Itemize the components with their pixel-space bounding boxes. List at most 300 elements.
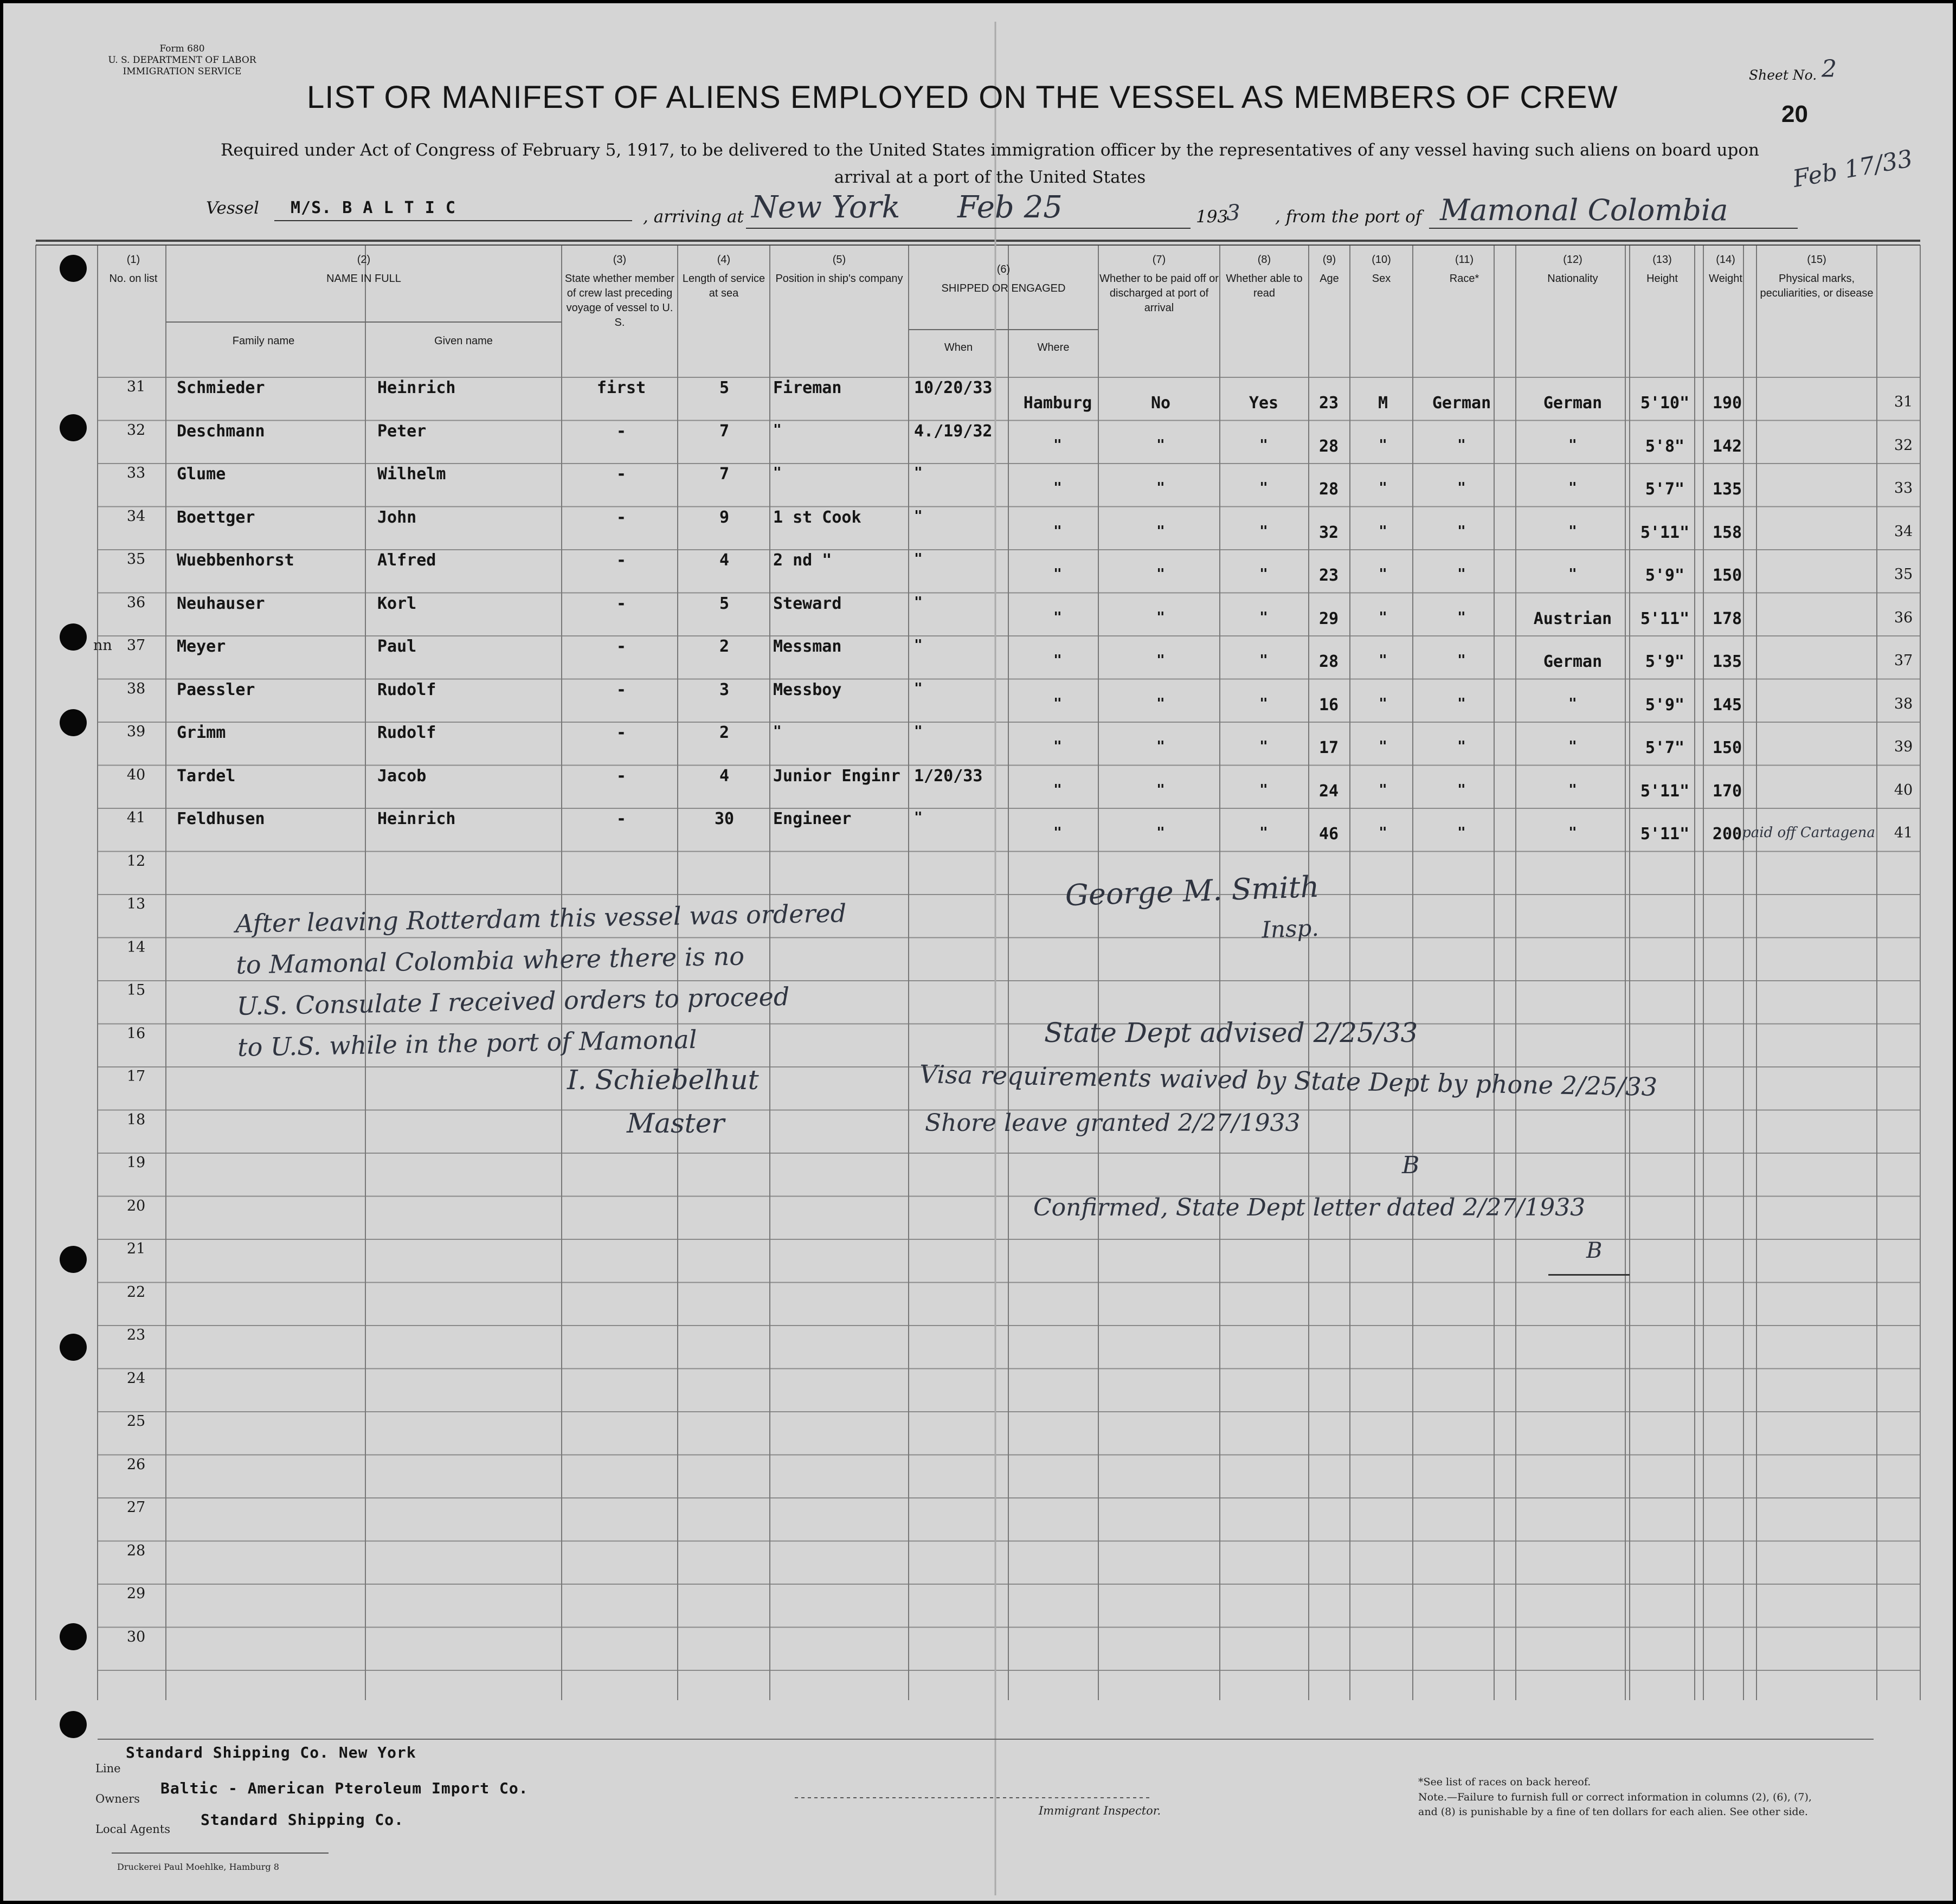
cell-where: " [1053,609,1062,626]
cell-when: " [914,809,923,826]
cell-when: " [914,680,923,697]
cell-where: " [1053,523,1062,539]
column-label: Weight [1709,273,1742,285]
cell-given: Paul [377,637,417,656]
master-title: Master [627,1108,725,1139]
column-label: Race* [1449,273,1479,285]
cell-height: 5'9" [1645,695,1685,715]
cell-height: 5'8" [1645,436,1685,456]
cell-paid: " [1156,825,1165,841]
cell-right: 41 [1894,825,1913,841]
cell-when: " [914,465,923,481]
column-label: When [944,342,973,353]
column-number: (8) [1257,254,1271,266]
column-header [1098,253,1220,316]
cell-service: 7 [719,465,730,484]
cell-sex: " [1379,695,1387,712]
cell-position: Messboy [773,680,842,699]
cell-given: Rudolf [377,680,436,699]
cell-nationality: " [1568,523,1577,539]
cell-service: 7 [719,421,730,441]
column-label: Family name [232,335,295,347]
cell-right: 36 [1894,609,1913,626]
cell-paid: " [1156,652,1165,668]
cell-paid: " [1156,523,1165,539]
cell-prev: - [616,594,627,613]
cell-race: " [1457,436,1466,453]
empty-row-number: 27 [126,1499,146,1516]
column-header [678,253,770,301]
empty-row-number: 24 [126,1369,146,1387]
cell-paid: " [1156,436,1165,453]
cell-family: Deschmann [177,421,265,441]
cell-height: 5'7" [1645,480,1685,499]
column-label: Where [1037,342,1070,353]
state-dept-note: State Dept advised 2/25/33 [1044,1017,1418,1049]
cell-read: " [1259,436,1268,453]
line-value: Standard Shipping Co. New York [126,1744,416,1761]
column-number: (1) [126,254,140,266]
cell-prev: - [616,507,627,527]
master-note-line: After leaving Rotterdam this vessel was ordered [235,898,847,938]
cell-when: 10/20/33 [914,378,993,397]
column-label: Age [1320,273,1339,285]
cell-prev: - [616,421,627,441]
page-number: 20 [1781,101,1808,127]
column-label: Position in ship's company [775,273,903,285]
column-label: Given name [434,335,493,347]
cell-position: Fireman [773,378,842,397]
cell-family: Glume [177,465,226,484]
empty-row-number: 14 [126,938,146,956]
from-port: Mamonal Colombia [1440,193,1728,227]
cell-position: " [773,465,782,481]
cell-family: Neuhauser [177,594,265,613]
printer-imprint: Druckerei Paul Moehlke, Hamburg 8 [117,1862,279,1872]
cell-race: " [1457,738,1466,755]
cell-family: Wuebbenhorst [177,551,294,570]
empty-row-number: 29 [126,1585,146,1602]
cell-paid: " [1156,781,1165,798]
cell-where: " [1053,652,1062,668]
column-header [166,334,361,349]
manifest-page [3,3,1953,1901]
inspector-signature [1064,866,1321,957]
column-label: Physical marks, peculiarities, or disease [1760,273,1874,299]
column-label: Nationality [1547,273,1598,285]
confirmed-note: Confirmed, State Dept letter dated 2/27/1933 [1033,1194,1586,1221]
cell-prev: - [616,723,627,742]
cell-right: 37 [1894,652,1913,669]
column-number: (13) [1652,254,1672,266]
cell-read: " [1259,480,1268,496]
subtitle: Required under Act of Congress of February 5, 1917, to be delivered to the United States immigration officer by the representatives of any vessel having such aliens on board upon arrival at a port of the United States [221,140,1759,187]
from-port-label: , from the port of [1275,207,1422,227]
master-signature [567,1058,759,1145]
column-header [1630,253,1695,286]
cell-no: 31 [126,378,146,395]
visa-note: Visa requirements waived by State Dept by phone 2/25/33 [919,1059,1658,1102]
column-label: Whether to be paid off or discharged at port of arrival [1099,273,1219,314]
cell-weight: 190 [1712,394,1742,413]
cell-nationality: Austrian [1533,609,1612,628]
empty-row-number: 19 [126,1154,146,1171]
arriving-date: Feb 25 [957,190,1063,225]
cell-read: Yes [1249,394,1279,413]
cell-prev: - [616,809,627,828]
cell-no: 34 [126,507,146,525]
cell-family: Grimm [177,723,226,742]
cell-height: 5'11" [1640,825,1690,844]
cell-when: " [914,594,923,610]
cell-age: 29 [1318,609,1339,628]
cell-sex: M [1378,394,1388,413]
cell-age: 16 [1318,695,1339,715]
cell-height: 5'11" [1640,523,1690,542]
cell-service: 2 [719,723,730,742]
cell-weight: 135 [1712,652,1742,671]
cell-service: 4 [719,766,730,786]
page-title: LIST OR MANIFEST OF ALIENS EMPLOYED ON THE VESSEL AS MEMBERS OF CREW [307,80,1618,115]
cell-no: 33 [126,465,146,481]
empty-row-number: 21 [126,1240,146,1257]
cell-read: " [1259,566,1268,582]
cell-weight: 170 [1712,781,1742,801]
year-label: 193 [1196,207,1228,227]
cell-right: 33 [1894,480,1913,497]
cell-nationality: " [1568,436,1577,453]
cell-paid: " [1156,738,1165,755]
cell-position: Engineer [773,809,852,828]
cell-when: 1/20/33 [914,766,983,786]
column-label: No. on list [109,273,158,285]
cell-position: Junior Enginr [773,766,900,786]
column-header [1695,253,1756,286]
cell-service: 30 [714,809,735,828]
master-note [235,892,848,1068]
cell-paid: " [1156,695,1165,712]
cell-age: 28 [1318,652,1339,671]
cell-age: 28 [1318,480,1339,499]
cell-position: Messman [773,637,842,656]
cell-prev: - [616,766,627,786]
cell-where: " [1053,695,1062,712]
cell-nationality: German [1543,652,1603,671]
cell-prev: first [596,378,646,397]
cell-no: 35 [126,551,146,568]
cell-position: " [773,421,782,438]
empty-row-number: 30 [126,1628,146,1645]
cell-sex: " [1379,566,1387,582]
column-label: SHIPPED OR ENGAGED [941,282,1066,294]
cell-no: 32 [126,421,146,439]
column-header [909,262,1098,296]
inspector-label: Immigrant Inspector. [1039,1804,1161,1817]
cell-sex: " [1379,436,1387,453]
column-label: Sex [1372,273,1391,285]
column-header [1516,253,1630,286]
inspector-signature-name: George M. Smith [1064,869,1320,913]
empty-row-number: 16 [126,1025,146,1042]
column-header [1008,340,1098,355]
cell-weight: 158 [1712,523,1742,542]
column-number: (3) [613,254,627,266]
cell-given: Korl [377,594,417,613]
cell-age: 32 [1318,523,1339,542]
column-label: Whether able to read [1226,273,1303,299]
cell-weight: 145 [1712,695,1742,715]
cell-race: German [1432,394,1491,413]
vessel-name: M/S. B A L T I C [291,198,456,217]
cell-given: Heinrich [377,809,456,828]
cell-marks: paid off Cartagena [1742,825,1875,841]
cell-read: " [1259,652,1268,668]
cell-race: " [1457,480,1466,496]
cell-height: 5'10" [1640,394,1690,413]
cell-service: 5 [719,594,730,613]
column-label: Length of service at sea [682,273,765,299]
column-number: (6) [996,263,1011,275]
owners-value: Baltic - American Pteroleum Import Co. [160,1779,529,1797]
cell-age: 17 [1318,738,1339,757]
cell-given: Wilhelm [377,465,446,484]
empty-row-number: 17 [126,1068,146,1085]
cell-read: " [1259,523,1268,539]
column-header [166,253,562,286]
cell-prev: - [616,680,627,699]
initial-mark: B [1402,1152,1420,1179]
cell-right: 32 [1894,436,1913,454]
empty-row-number: 23 [126,1327,146,1343]
cell-prev: - [616,637,627,656]
cell-read: " [1259,695,1268,712]
cell-race: " [1457,566,1466,582]
column-number: (2) [357,254,371,266]
cell-weight: 150 [1712,566,1742,585]
master-note-line: to U.S. while in the port of Mamonal [237,1025,697,1062]
column-number: (10) [1372,254,1391,266]
cell-height: 5'11" [1640,781,1690,801]
cell-read: " [1259,609,1268,626]
cell-no: 36 [126,594,146,611]
cell-sex: " [1379,738,1387,755]
cell-paid: " [1156,480,1165,496]
cell-no: 40 [126,766,146,783]
service: IMMIGRATION SERVICE [123,66,242,77]
cell-where: " [1053,781,1062,798]
owners-label: Owners [95,1792,140,1805]
column-header [1756,253,1877,301]
cell-race: " [1457,781,1466,798]
cell-position: 2 nd " [773,551,832,570]
cell-when: 4./19/32 [914,421,993,441]
column-number: (14) [1716,254,1735,266]
form-number: Form 680 [159,43,205,54]
column-header [770,253,909,286]
empty-row-number: 25 [126,1413,146,1430]
cell-right: 35 [1894,566,1913,583]
cell-where: " [1053,825,1062,841]
column-number: (11) [1455,254,1474,266]
cell-race: " [1457,652,1466,668]
cell-family: Paessler [177,680,255,699]
column-number: (7) [1152,254,1166,266]
column-header [1309,253,1350,286]
column-label: Height [1646,273,1678,285]
cell-weight: 135 [1712,480,1742,499]
shore-leave-note: Shore leave granted 2/27/1933 [925,1109,1301,1137]
cell-height: 5'11" [1640,609,1690,628]
cell-nationality: " [1568,825,1577,841]
cell-given: Rudolf [377,723,436,742]
cell-when: " [914,551,923,567]
cell-height: 5'7" [1645,738,1685,757]
empty-row-number: 12 [126,852,146,870]
vessel-label: Vessel [206,198,259,218]
column-header [101,253,166,286]
arriving-port: New York [751,190,900,225]
line-label: Line [95,1762,121,1775]
cell-age: 28 [1318,436,1339,456]
empty-row-number: 13 [126,896,146,912]
column-label: NAME IN FULL [326,273,401,285]
cell-nationality: " [1568,480,1577,496]
cell-sex: " [1379,652,1387,668]
cell-right: 34 [1894,523,1913,540]
cell-when: " [914,723,923,739]
agents-label: Local Agents [95,1823,171,1836]
cell-age: 23 [1318,566,1339,585]
cell-race: " [1457,609,1466,626]
cell-position: Steward [773,594,842,613]
cell-race: " [1457,523,1466,539]
cell-right: 38 [1894,695,1913,712]
cell-right: 31 [1894,394,1913,410]
empty-row-number: 26 [126,1456,146,1473]
cell-nationality: " [1568,566,1577,582]
cell-age: 23 [1318,394,1339,413]
empty-row-number: 28 [126,1542,146,1559]
cell-where: " [1053,436,1062,453]
year-value: 3 [1226,201,1240,226]
cell-position: 1 st Cook [773,507,861,527]
column-header [365,334,562,349]
column-header [909,340,1008,355]
arriving-label: , arriving at [643,207,744,227]
column-header [1413,253,1516,286]
cell-when: " [914,507,923,524]
cell-weight: 200 [1712,825,1742,844]
cell-weight: 178 [1712,609,1742,628]
cell-read: " [1259,781,1268,798]
initial-mark: B [1586,1238,1603,1263]
cell-paid: " [1156,566,1165,582]
column-header [1350,253,1413,286]
master-note-line: U.S. Consulate I received orders to proceed [236,982,790,1021]
cell-family: Schmieder [177,378,265,397]
cell-given: Peter [377,421,427,441]
cell-where: " [1053,566,1062,582]
cell-read: " [1259,825,1268,841]
column-header [1220,253,1309,301]
empty-row-number: 22 [126,1283,146,1301]
cell-no: 41 [126,809,146,826]
cell-sex: " [1379,523,1387,539]
cell-race: " [1457,825,1466,841]
master-signature-name: I. Schiebelhut [567,1064,759,1096]
cell-where: Hamburg [1023,394,1092,413]
races-note: *See list of races on back hereof. [1418,1776,1591,1788]
cell-no: 37 [126,637,146,654]
empty-row-number: 20 [126,1197,146,1214]
cell-weight: 150 [1712,738,1742,757]
cell-position: " [773,723,782,739]
date-annotation: Feb 17/33 [1791,145,1915,193]
penalty-note: Note.—Failure to furnish full or correct information in columns (2), (6), (7), and (8) is punishable by a fine of ten dollars for each alien. See other side. [1418,1791,1812,1818]
cell-height: 5'9" [1645,652,1685,671]
cell-when: " [914,637,923,653]
empty-row-number: 18 [126,1111,146,1128]
column-number: (12) [1563,254,1582,266]
cell-service: 4 [719,551,730,570]
cell-where: " [1053,480,1062,496]
cell-right: 40 [1894,781,1913,799]
form-identifier [101,43,263,78]
inspector-title: Insp. [1261,914,1320,943]
cell-nationality: German [1543,394,1603,413]
cell-family: Meyer [177,637,226,656]
cell-family: Tardel [177,766,236,786]
cell-weight: 142 [1712,436,1742,456]
cell-no: 39 [126,723,146,740]
cell-nationality: " [1568,781,1577,798]
cell-sex: " [1379,609,1387,626]
cell-where: " [1053,738,1062,755]
column-label: State whether member of crew last preceding voyage of vessel to U. S. [564,273,675,329]
column-number: (4) [717,254,731,266]
cell-paid: " [1156,609,1165,626]
master-note-line: to Mamonal Colombia where there is no [235,941,745,980]
cell-family: Boettger [177,507,255,527]
cell-nationality: " [1568,695,1577,712]
cell-given: John [377,507,417,527]
sheet-no-label: Sheet No. [1749,67,1817,83]
empty-row-number: 15 [126,982,146,999]
cell-race: " [1457,695,1466,712]
column-number: (15) [1807,254,1826,266]
cell-family: Feldhusen [177,809,265,828]
cell-prev: - [616,465,627,484]
column-number: (9) [1322,254,1336,266]
agents-value: Standard Shipping Co. [201,1811,404,1829]
cell-given: Alfred [377,551,436,570]
column-number: (5) [832,254,846,266]
cell-read: " [1259,738,1268,755]
cell-given: Jacob [377,766,427,786]
cell-sex: " [1379,480,1387,496]
department: U. S. DEPARTMENT OF LABOR [108,55,256,66]
cell-nationality: " [1568,738,1577,755]
column-header [562,253,678,330]
cell-height: 5'9" [1645,566,1685,585]
cell-age: 24 [1318,781,1339,801]
cell-given: Heinrich [377,378,456,397]
cell-service: 3 [719,680,730,699]
sheet-no-value: 2 [1822,55,1837,83]
cell-right: 39 [1894,738,1913,755]
cell-age: 46 [1318,825,1339,844]
cell-service: 9 [719,507,730,527]
